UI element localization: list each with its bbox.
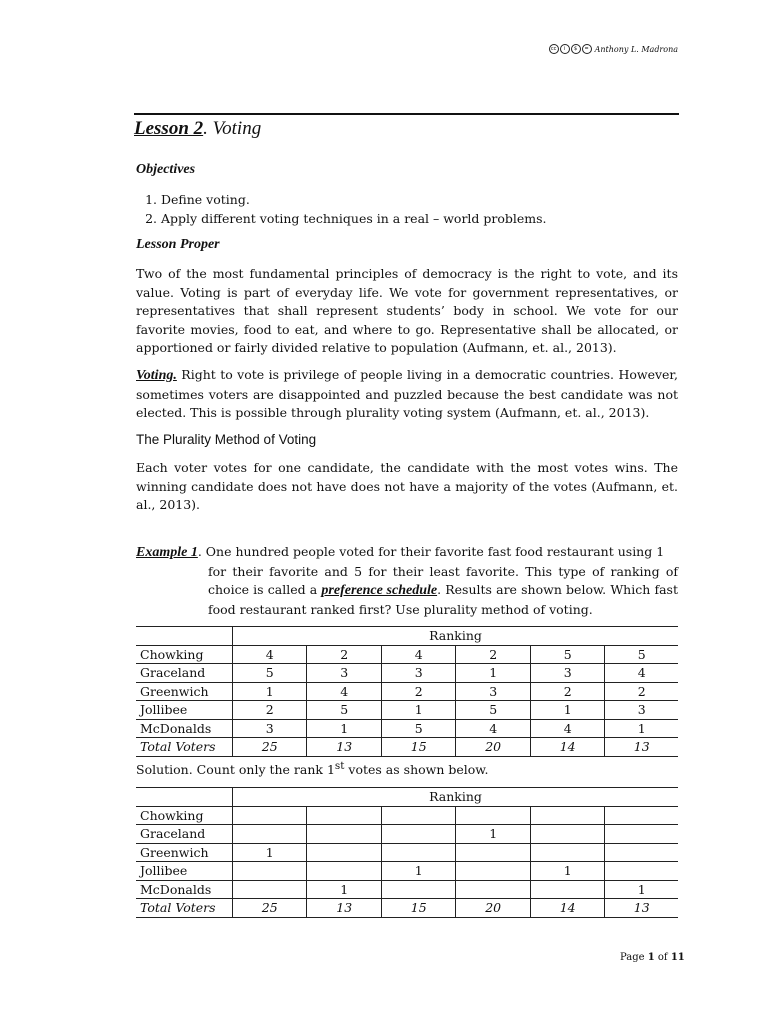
preference-schedule-term: preference schedule [321,583,438,598]
creative-commons-icon: cc i $ = [549,44,592,54]
objectives-list [136,190,547,228]
table-row: McDonalds 3 1 5 4 4 1 [136,719,678,738]
table-row: Graceland 1 [136,825,678,844]
rank-one-table [136,787,678,918]
solution-text: Solution. Count only the rank 1st votes as shown below. [136,760,489,778]
author-name: Anthony L. Madrona [594,44,678,54]
plurality-paragraph: Each voter votes for one candidate, the candidate with the most votes wins. The winning candidate does not have does not have a majority of the votes (Aufmann, et. al., 2013). [136,460,678,512]
table-row: Greenwich 1 4 2 3 2 2 [136,682,678,701]
table-row: Chowking [136,806,678,825]
total-row: Total Voters 25 13 15 20 14 13 [136,738,678,757]
preference-table [136,626,678,757]
table-row: Greenwich 1 [136,843,678,862]
ranking-header: Ranking [429,789,482,805]
list-item: 1. Define voting. [161,190,547,209]
objectives-heading: Objectives [136,162,196,177]
list-item: 2. Apply different voting techniques in a real – world problems. [161,209,547,228]
intro-paragraph: Two of the most fundamental principles of democracy is the right to vote, and its value. Voting is part of everyday life. We vote for government representatives, or representatives that shall represent students’ body in school. We vote for our favorite movies, food to eat, and where to go. Representative shall be allocated, or apportioned or fairly divided relative to population (Aufmann, et. al., 2013). [136,266,678,355]
page-header [549,44,678,54]
total-row: Total Voters 25 13 15 20 14 13 [136,899,678,918]
table-row: Graceland 5 3 3 1 3 4 [136,664,678,683]
lesson-proper-heading: Lesson Proper [136,237,220,252]
ranking-header: Ranking [429,628,482,644]
plurality-heading: The Plurality Method of Voting [136,432,317,447]
table-row: Chowking 4 2 4 2 5 5 [136,645,678,664]
table-row: Jollibee 2 5 1 5 1 3 [136,701,678,720]
lesson-title: Lesson 2. Voting [134,118,262,139]
table-row: Jollibee 1 1 [136,862,678,881]
voting-paragraph: Voting. Right to vote is privilege of people living in a democratic countries. However, sometimes voters are disappointed and puzzled because the best candidate was not elected. This is possible through plurality voting system (Aufmann, et. al., 2013). [136,367,678,420]
page-number: Page 1 of 11 [620,952,685,963]
example-block: Example 1. One hundred people voted for their favorite fast food restaurant using 1 for their favorite and 5 for their least favorite. This type of ranking of choice is called a preference schedule. Results are shown below. Which fast food restaurant ranked first? Use plurality method of voting. [136,544,678,617]
table-row: McDonalds 1 1 [136,880,678,899]
title-rule [134,113,679,115]
